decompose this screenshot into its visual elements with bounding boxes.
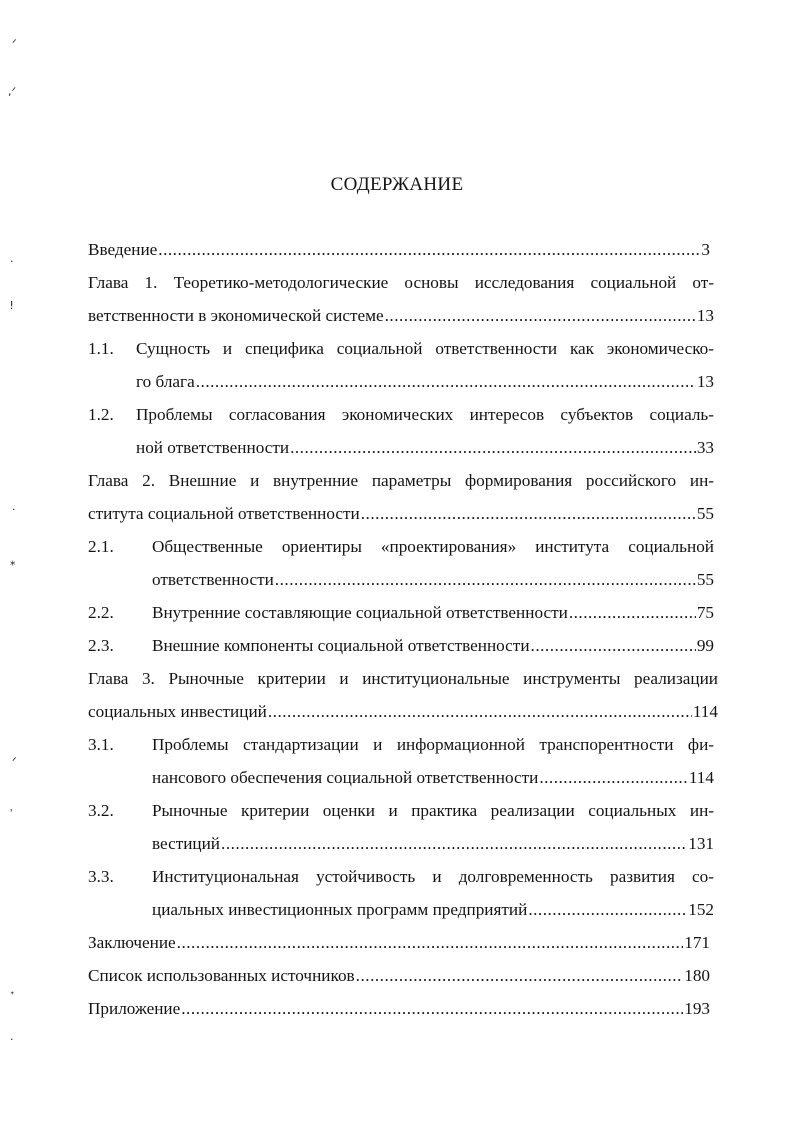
toc-section-3-1-line1: Проблемы стандартизации и информационной транспорентности фи- [152,735,714,754]
toc-leader [528,900,687,920]
toc-page: 114 [692,702,718,721]
toc-leader [181,999,683,1019]
toc-page: 193 [684,999,710,1018]
toc-section-number: 3.2. [88,801,114,820]
toc-page: 13 [696,306,714,325]
toc-page: 114 [688,768,714,787]
toc-page: 99 [696,636,714,655]
toc-section-3-2-line1: Рыночные критерии оценки и практика реализации социальных ин- [152,801,714,820]
scan-speck: ,ᐟ [8,85,17,98]
toc-section-number: 2.3. [88,636,114,655]
toc-page: 55 [696,570,714,589]
toc-section-3-1 [152,768,714,788]
scan-speck: · [10,255,14,268]
toc-leader [539,768,688,788]
page-title: СОДЕРЖАНИЕ [330,174,464,195]
toc-label: нансового обеспечения социальной ответственности [152,768,539,787]
scan-speck: ᐟ [12,755,17,768]
toc-label: Список использованных источников [88,966,355,985]
scan-speck: ᐩ [10,989,15,1002]
toc-label: Заключение [88,933,176,952]
toc-page: 55 [696,504,714,523]
toc-entry-appendix [88,999,710,1019]
toc-leader [196,372,696,392]
toc-section-2-1 [152,570,714,590]
toc-section-2-1-line1: Общественные ориентиры «проектирования» института социальной [152,537,714,556]
scan-speck: · [10,1033,14,1046]
toc-page: 33 [696,438,714,457]
toc-entry-conclusion [88,933,710,953]
scan-speck: ǃ [10,299,14,312]
toc-label: Введение [88,240,158,259]
toc-label: Внутренние составляющие социальной ответственности [152,603,568,622]
toc-label: ветственности в экономической системе [88,306,384,325]
toc-section-number: 2.1. [88,537,114,556]
toc-label: Приложение [88,999,181,1018]
toc-leader [361,504,696,524]
scan-speck: · [12,503,16,516]
toc-section-1-1-line1: Сущность и специфика социальной ответственности как экономическо- [136,339,714,358]
toc-section-2-3 [152,636,714,656]
toc-entry-sources [88,966,710,986]
scan-speck: ʾ [10,807,14,820]
toc-leader [531,636,696,656]
toc-label: циальных инвестиционных программ предприятий [152,900,528,919]
toc-page: 180 [684,966,710,985]
toc-leader [158,240,700,260]
toc-section-number: 1.2. [88,405,114,424]
toc-chapter-2-line1: Глава 2. Внешние и внутренние параметры формирования российского ин- [88,471,714,490]
toc-section-2-2 [152,603,714,623]
toc-chapter-1 [88,306,714,326]
toc-page: 13 [696,372,714,391]
toc-leader [221,834,687,854]
toc-page: 152 [688,900,714,919]
toc-page: 171 [684,933,710,952]
toc-leader [385,306,696,326]
toc-section-number: 3.3. [88,867,114,886]
toc-leader [275,570,696,590]
toc-chapter-1-line1: Глава 1. Теоретико-методологические основы исследования социальной от- [88,273,714,292]
toc-section-1-2 [136,438,714,458]
toc-section-1-2-line1: Проблемы согласования экономических интересов субъектов социаль- [136,405,714,424]
toc-page: 131 [688,834,714,853]
toc-label: социальных инвестиций [88,702,267,721]
toc-chapter-3 [88,702,718,722]
toc-leader [569,603,696,623]
scan-speck: ⁎ [10,555,16,568]
toc-section-number: 2.2. [88,603,114,622]
toc-section-1-1 [136,372,714,392]
toc-leader [268,702,692,722]
toc-section-number: 1.1. [88,339,114,358]
toc-section-3-3-line1: Институциональная устойчивость и долговременность развития со- [152,867,714,886]
toc-chapter-3-line1: Глава 3. Рыночные критерии и институциональные инструменты реализации [88,669,718,688]
scan-speck: ᐟ [12,37,17,50]
toc-section-3-3 [152,900,714,920]
toc-label: го блага [136,372,195,391]
toc-leader [290,438,696,458]
toc-leader [356,966,684,986]
toc-label: ответственности [152,570,274,589]
toc-page: 3 [701,240,710,259]
toc-page: 75 [696,603,714,622]
toc-label: вестиций [152,834,221,853]
toc-label: Внешние компоненты социальной ответственности [152,636,530,655]
toc-label: ной ответственности [136,438,290,457]
toc-label: ститута социальной ответственности [88,504,360,523]
toc-section-number: 3.1. [88,735,114,754]
toc-chapter-2 [88,504,714,524]
toc-leader [177,933,684,953]
toc-entry-intro [88,240,710,260]
toc-section-3-2 [152,834,714,854]
